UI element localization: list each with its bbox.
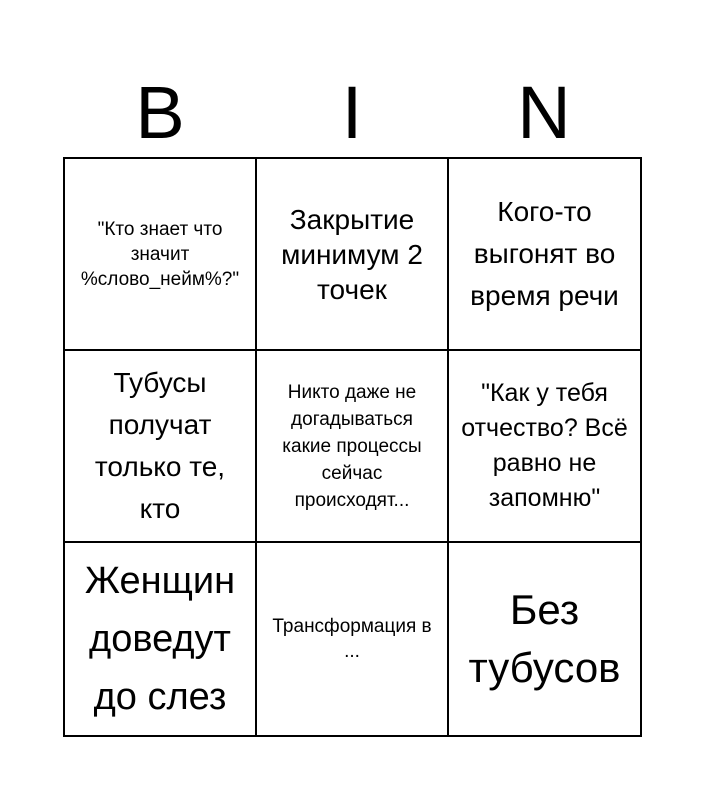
header-letter-b: B: [135, 71, 185, 154]
header-letter-n: N: [517, 71, 571, 154]
bingo-cell-text: Никто даже не догадываться какие процессы сейчас происходят...: [282, 381, 422, 511]
bingo-cell-r2c1[interactable]: [65, 351, 257, 543]
bingo-cell-r3c2[interactable]: [257, 543, 449, 735]
bingo-cell-text: Трансформация в ...: [272, 616, 432, 662]
bingo-cell-r3c3[interactable]: [449, 543, 640, 735]
bingo-cell-text: Закрытие минимум 2 точек: [281, 203, 423, 305]
bingo-header: [64, 68, 640, 158]
bingo-cell-r1c1[interactable]: [65, 159, 257, 351]
bingo-cell-text: Тубусы получат только те, кто: [94, 367, 226, 524]
bingo-cell-r3c1[interactable]: [65, 543, 257, 735]
bingo-cell-text: "Как у тебя отчество? Всё равно не запомню": [461, 379, 628, 512]
bingo-cell-text: "Кто знает что значит %слово_нейм%?": [80, 218, 240, 290]
bingo-cell-r2c3[interactable]: [449, 351, 640, 543]
bingo-cell-text: Без тубусов: [468, 586, 621, 691]
header-letter-i: I: [341, 71, 363, 154]
bingo-cell-r1c2[interactable]: [257, 159, 449, 351]
bingo-cell-r2c2[interactable]: [257, 351, 449, 543]
bingo-cell-text: Кого-то выгонят во время речи: [470, 196, 619, 311]
bingo-cell-r1c3[interactable]: [449, 159, 640, 351]
bingo-cell-text: Женщин доведут до слез: [84, 560, 236, 718]
bingo-board: [63, 157, 642, 737]
